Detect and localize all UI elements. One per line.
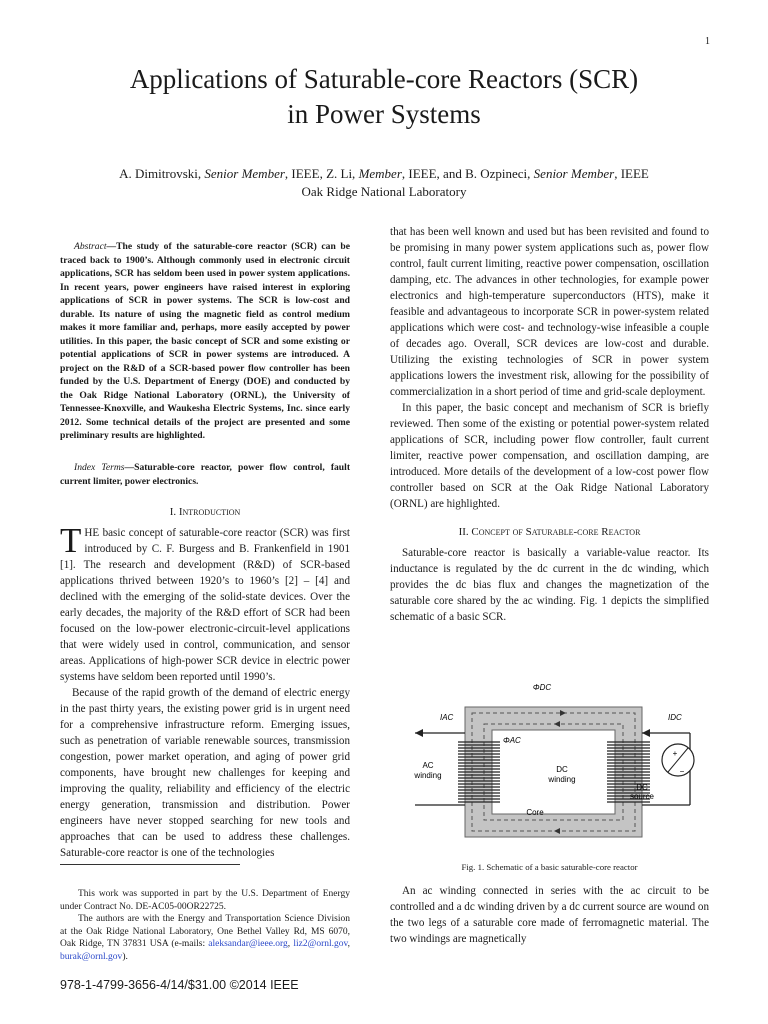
- section-heading-introduction: [60, 504, 350, 520]
- footnote-rule: [60, 864, 240, 865]
- email-link-2[interactable]: liz2@ornl.gov: [293, 939, 348, 949]
- label-ac-1: AC: [422, 761, 434, 770]
- author-block: [40, 165, 728, 201]
- label-phi-ac: ΦAC: [503, 736, 521, 745]
- ieee-3: , IEEE: [614, 166, 649, 181]
- author-2-role: Member: [358, 166, 402, 181]
- footnote-end: ).: [122, 951, 128, 962]
- label-phi-dc: ΦDC: [532, 683, 552, 692]
- title-line-1: Applications of Saturable-core Reactors (SCR): [129, 64, 639, 94]
- label-ac-2: winding: [414, 771, 442, 780]
- ac-winding-coils: [458, 742, 500, 802]
- label-dc-1: DC: [556, 765, 568, 774]
- figure-caption: Fig. 1. Schematic of a basic saturable-core reactor: [461, 862, 638, 872]
- author-3: , and B. Ozpineci,: [436, 166, 534, 181]
- author-1-role: Senior Member: [204, 166, 285, 181]
- continued-paragraph: that has been well known and used but has been revisited and found to be promising in many power system applications such as, power flow control, fault current limiting, reactive power compensation, oscillation damping, etc. The advances in other technologies, for example power electronics and high-temperature superconductors (HTS), make it feasible and advantageous to incorporate SCR in power-system related applications which were cost- and technology-wise infeasible a couple of decades ago. Overall, SCR devices are low-cost and durable. Utilizing the existing technologies of SCR in power system applications lowers the investment risk, allowing for the possibility of commercialization in a short period of time and grid-scale deployment.: [390, 226, 709, 398]
- drop-cap: T: [60, 521, 82, 560]
- footnote-affiliation: [60, 913, 350, 963]
- section-title: Concept of Saturable-core Reactor: [471, 526, 641, 538]
- label-dc-2: winding: [548, 775, 576, 784]
- section-title: Introduction: [178, 506, 241, 518]
- title-line-2: in Power Systems: [287, 99, 481, 129]
- after-figure-paragraph: An ac winding connected in series with the ac circuit to be controlled and a dc winding driven by a dc current source are wound on the two legs of a saturable core made of ferromagnetic material. The two windings are magnetically: [390, 885, 709, 945]
- right-column-text: [390, 224, 709, 625]
- paper-outline-paragraph: In this paper, the basic concept and mechanism of SCR is briefly reviewed. Then some of the existing or potential power-system related applications of SCR, including power flow controller, fault current limiter, reactive power compensation, and oscillation damping, are introduced. More details of the development of a low-cost power flow controller based on SCR at the Oak Ridge National Laboratory (ORNL) are highlighted.: [390, 402, 709, 510]
- figure-scr-schematic: [410, 682, 700, 847]
- label-i-dc: IDC: [668, 713, 682, 722]
- section-number: II.: [458, 526, 472, 538]
- email-link-3[interactable]: burak@ornl.gov: [60, 951, 123, 962]
- affiliation: Oak Ridge National Laboratory: [301, 184, 467, 199]
- separator: ,: [347, 939, 351, 949]
- section-heading-concept: [390, 524, 709, 540]
- separator: ,: [287, 939, 294, 949]
- section-number: I.: [169, 506, 179, 518]
- concept-paragraph: Saturable-core reactor is basically a variable-value reactor. Its inductance is regulated by the dc current in the dc winding, which provides the dc bias flux and changes the magnetization of the saturable core shared by the ac winding. Fig. 1 depicts the simplified schematic of a basic SCR.: [390, 547, 709, 623]
- author-2: , Z. Li,: [319, 166, 359, 181]
- label-i-ac: IAC: [440, 713, 454, 722]
- label-core: Core: [526, 808, 544, 817]
- abstract: [60, 240, 350, 443]
- isbn-copyright: 978-1-4799-3656-4/14/$31.00 ©2014 IEEE: [60, 978, 299, 992]
- author-list: [40, 165, 728, 183]
- label-plus: +: [672, 749, 678, 758]
- paper-title: [40, 62, 728, 132]
- intro-paragraph-2: Because of the rapid growth of the demand of electric energy in the past thirty years, the existing power grid is in urgent need for a comprehensive infrastructure reform. Emerging issues, such as penetration of variable renewable sources, transmission congestion, power market operation, and aging of power grid components, have brought new challenges for keeping and improving the quality, reliability and efficiency of the electric energy generation, transmission and distribution. Power engineers have never stopped searching for new tools and approaches that can be used to address these challenges. Saturable-core reactor is one of the technologies: [60, 687, 350, 859]
- email-link-1[interactable]: aleksandar@ieee.org: [208, 939, 288, 949]
- dc-current-arrow: [642, 729, 650, 737]
- label-dc-source-1: DC: [636, 783, 648, 792]
- ieee-2: , IEEE: [401, 166, 437, 181]
- footnote-affiliation-text: The authors are with the Energy and Transportation Science Division at the Oak Ridge National Laboratory, One Bethel Valley Rd, MS 6070, Oak Ridge, TN 37831 USA (e-mails:: [60, 914, 350, 949]
- abstract-text: —The study of the saturable-core reactor (SCR) can be traced back to 1900’s. Although commonly used in electronic circuit applications, SCR has seldom been used in power system applications. In recent years, power engineers have raised interest in exploring applications of SCR in power systems. The SCR is low-cost and durable. Its nature of using the magnetic field as control medium makes it more familiar and, perhaps, more easily accepted by power utilities. In this paper, the basic concept of SCR and some existing or potential applications of SCR in power systems are introduced. A project on the R&D of a SCR-based power flow controller has been funded by the U.S. Department of Energy (DOE) and conducted by the Oak Ridge National Laboratory (ORNL), the University of Tennessee-Knoxville, and Waukesha Electric Systems, Inc. since early 2012. Some technical details of the project are presented and some preliminary results are highlighted.: [60, 241, 350, 441]
- after-figure-text: [390, 883, 709, 947]
- scr-schematic-svg: [410, 682, 700, 847]
- intro-paragraph-1: [60, 521, 350, 685]
- index-terms: [60, 461, 350, 488]
- intro-paragraph-1-text: HE basic concept of saturable-core reactor (SCR) was first introduced by C. F. Burgess and B. Frankenfield in 1901 [1]. The research and development (R&D) of SCR-based applications thrived between 1920’s to 1960’s [2] – [4] and declined with the emerging of the solid-state devices. Over the early decades, the majority of the R&D effort of SCR had been focused on the low-power electronic-circuit-level applications that were widely used in control, communication, and sensor areas. Applications of high-power SCR device in electric power systems have seldom been reported until 1990’s.: [60, 527, 350, 683]
- abstract-label: Abstract: [74, 241, 107, 252]
- footnote-support: This work was supported in part by the U.S. Department of Energy under Contract No. DE-AC05-00OR22725.: [60, 889, 350, 912]
- section-introduction: [60, 504, 350, 861]
- ieee-1: , IEEE: [284, 166, 320, 181]
- index-terms-label: Index Terms: [74, 462, 125, 473]
- label-minus: −: [679, 767, 685, 776]
- author-1: A. Dimitrovski,: [119, 166, 205, 181]
- index-terms-text: —Saturable-core reactor, power flow control, fault current limiter, power electronics.: [60, 462, 351, 487]
- page-number: 1: [705, 36, 710, 47]
- footnote: [60, 888, 350, 963]
- ac-current-arrow: [415, 729, 423, 737]
- author-3-role: Senior Member: [533, 166, 615, 181]
- label-dc-source-2: source: [629, 792, 655, 801]
